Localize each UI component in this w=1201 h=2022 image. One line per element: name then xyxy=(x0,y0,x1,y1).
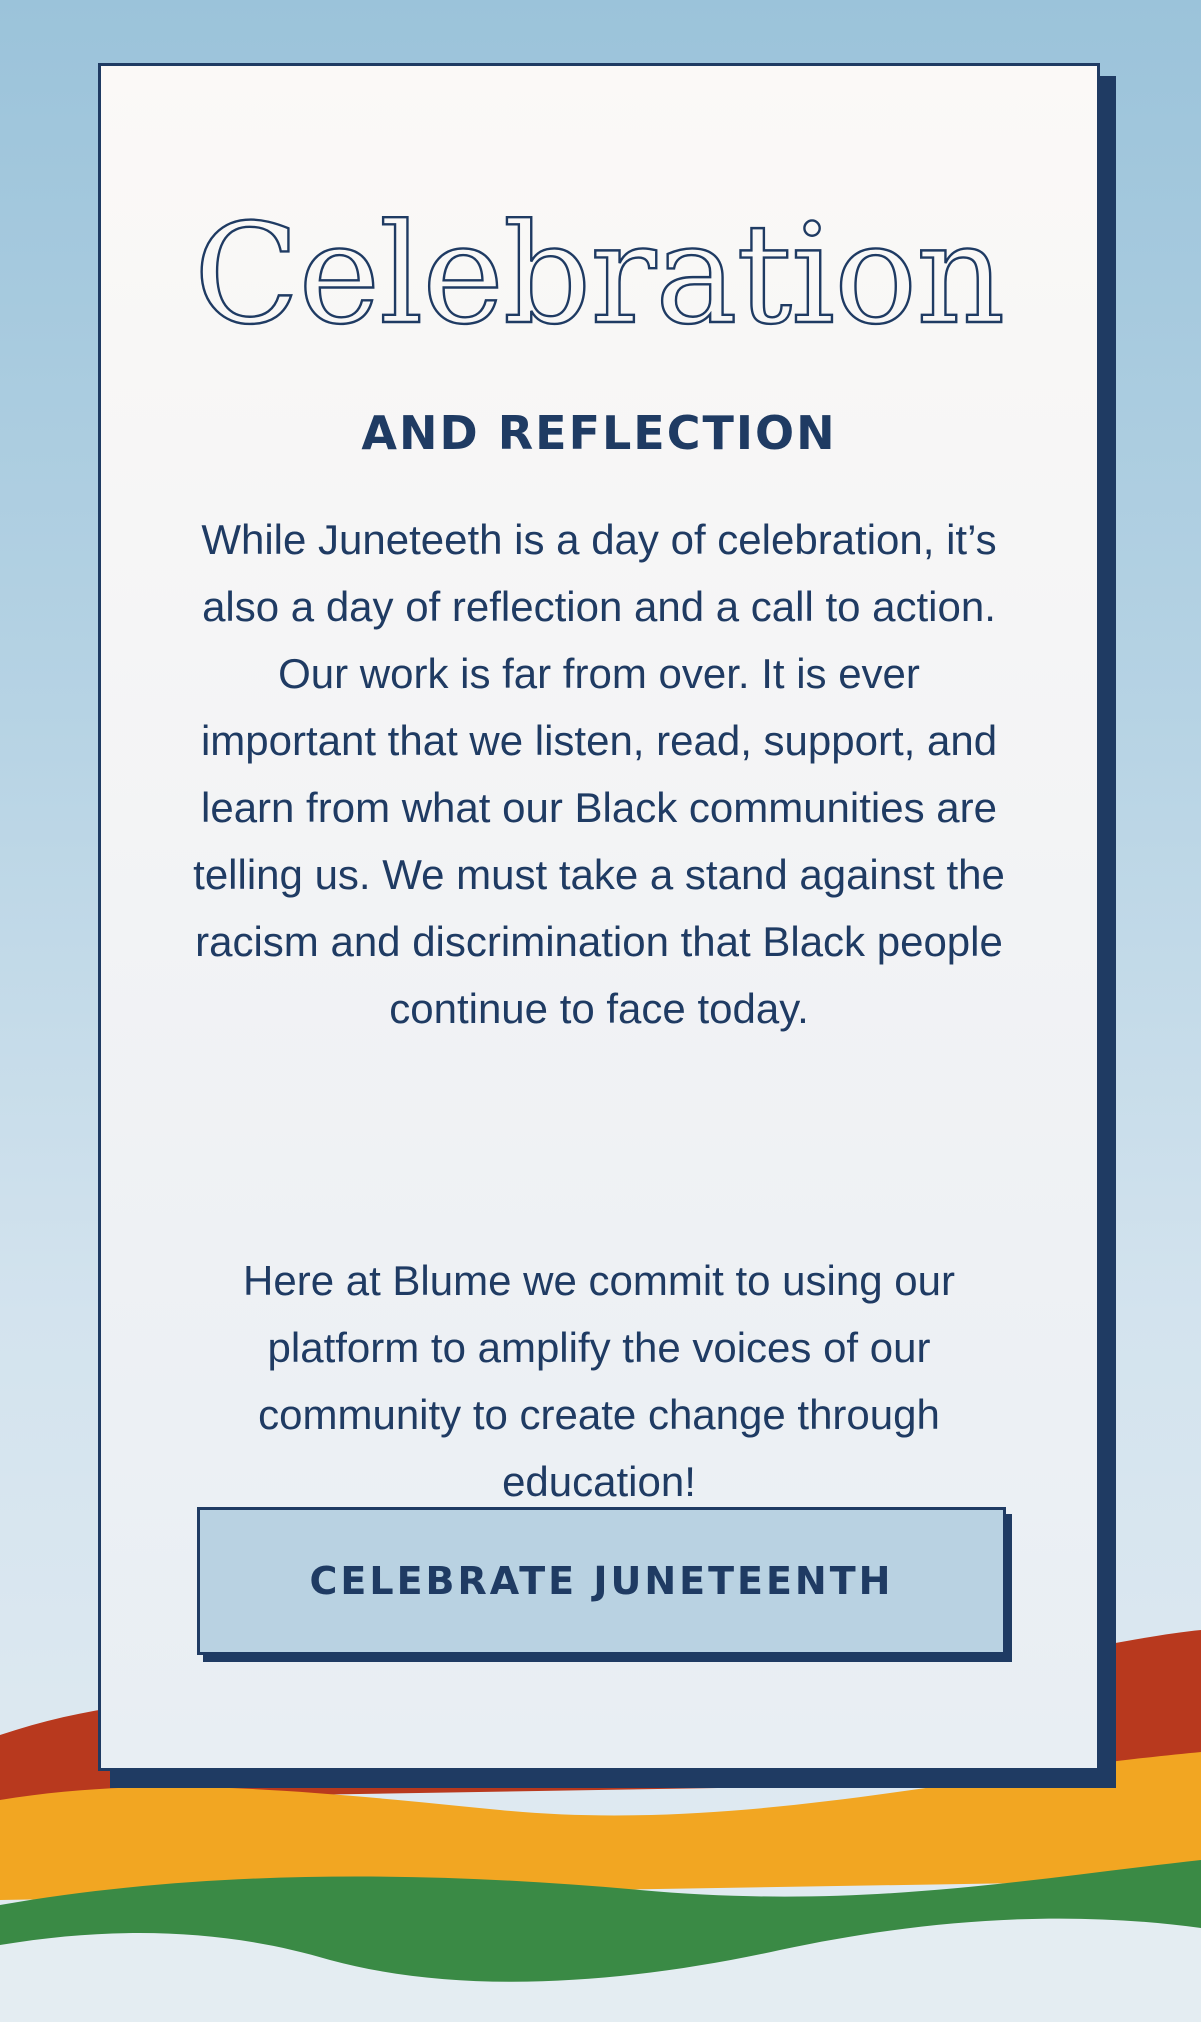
card-title: Celebration xyxy=(193,194,1005,355)
reflection-paragraph: While Juneteeth is a day of celebration, it’s also a day of reflection and a call to action. Our work is far from over. It is ever important that we listen, read, support, and learn from what our Black communities are telling us. We must take a stand against the racism and discrimination that Black people continue to face today. xyxy=(193,516,1005,1032)
commitment-paragraph: Here at Blume we commit to using our platform to amplify the voices of our community to create change through education! xyxy=(243,1257,955,1505)
reflection-card xyxy=(98,63,1100,1771)
card-subtitle: AND REFLECTION xyxy=(361,406,837,460)
celebrate-juneteenth-button[interactable]: CELEBRATE JUNETEENTH xyxy=(197,1507,1006,1655)
